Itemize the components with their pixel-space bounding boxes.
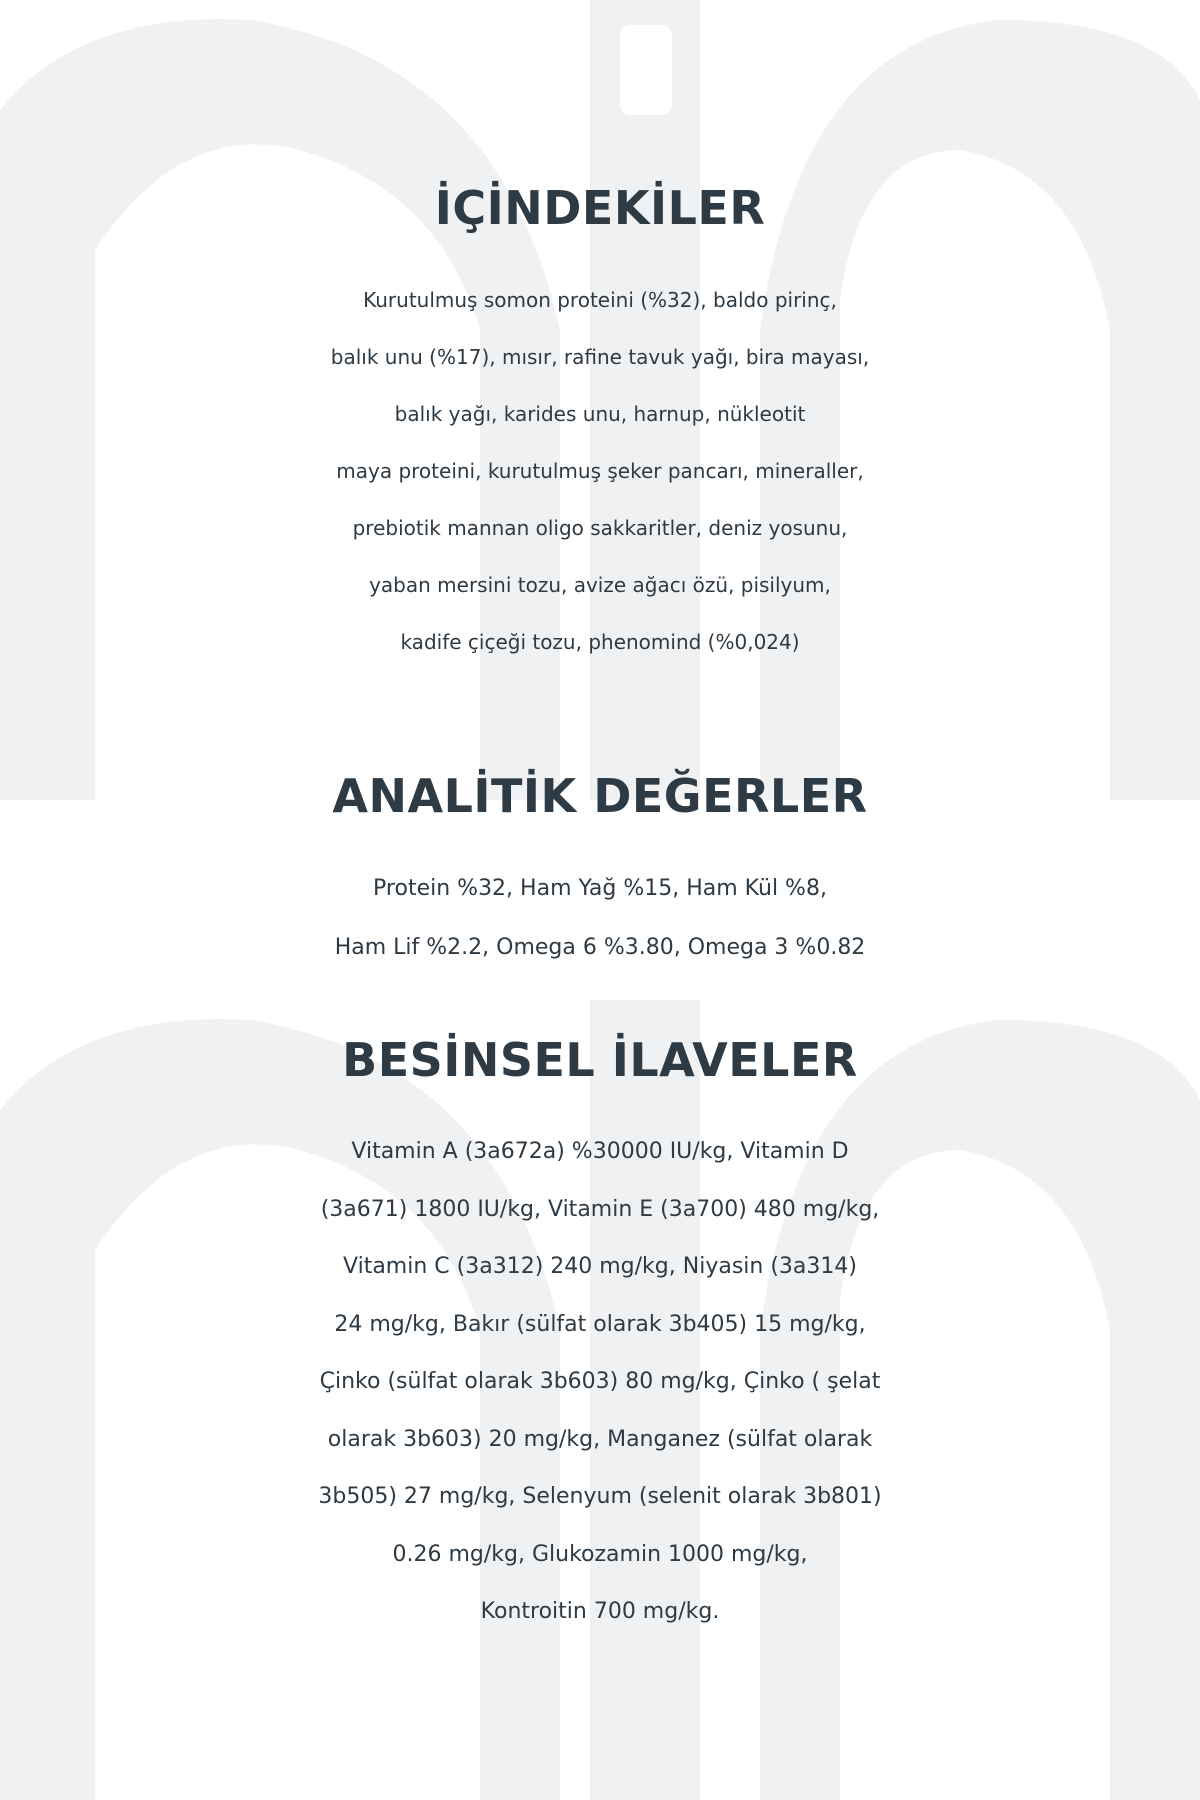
nutritional-additives-line: Vitamin C (3a312) 240 mg/kg, Niyasin (3a314) [343, 1254, 857, 1279]
ingredients-line: kadife çiçeği tozu, phenomind (%0,024) [400, 630, 800, 654]
ingredients-line: balık yağı, karides unu, harnup, nükleotit [394, 402, 806, 426]
nutritional-additives-line: Çinko (sülfat olarak 3b603) 80 mg/kg, Çinko ( şelat [319, 1369, 881, 1394]
ingredients-line: yaban mersini tozu, avize ağacı özü, pisilyum, [369, 573, 831, 597]
nutritional-additives-text [0, 1123, 1200, 1641]
nutritional-additives-line: 3b505) 27 mg/kg, Selenyum (selenit olarak 3b801) [318, 1484, 882, 1509]
ingredients-line: maya proteini, kurutulmuş şeker pancarı, mineraller, [336, 459, 864, 483]
analytical-values-line: Ham Lif %2.2, Omega 6 %3.80, Omega 3 %0.82 [334, 935, 866, 960]
nutritional-additives-line: Vitamin A (3a672a) %30000 IU/kg, Vitamin D [351, 1139, 849, 1164]
nutritional-additives-line: 24 mg/kg, Bakır (sülfat olarak 3b405) 15 mg/kg, [334, 1311, 866, 1337]
ingredients-line: Kurutulmuş somon proteini (%32), baldo pirinç, [363, 288, 837, 312]
ingredients-line: prebiotik mannan oligo sakkaritler, deniz yosunu, [352, 516, 848, 540]
nutritional-additives-heading: BESİNSEL İLAVELER [342, 1033, 858, 1087]
nutritional-additives-line: 0.26 mg/kg, Glukozamin 1000 mg/kg, [392, 1541, 808, 1567]
analytical-values-heading: ANALİTİK DEĞERLER [332, 769, 868, 823]
ingredients-heading: İÇİNDEKİLER [434, 181, 766, 235]
ingredients-text [0, 272, 1200, 671]
nutritional-additives-line: olarak 3b603) 20 mg/kg, Manganez (sülfat olarak [327, 1426, 873, 1452]
analytical-values-text [0, 859, 1200, 977]
nutritional-additives-line: (3a671) 1800 IU/kg, Vitamin E (3a700) 480 mg/kg, [320, 1196, 880, 1222]
analytical-values-line: Protein %32, Ham Yağ %15, Ham Kül %8, [373, 876, 827, 901]
nutritional-additives-line: Kontroitin 700 mg/kg. [480, 1599, 720, 1624]
ingredients-line: balık unu (%17), mısır, rafine tavuk yağı, bira mayası, [330, 345, 870, 369]
